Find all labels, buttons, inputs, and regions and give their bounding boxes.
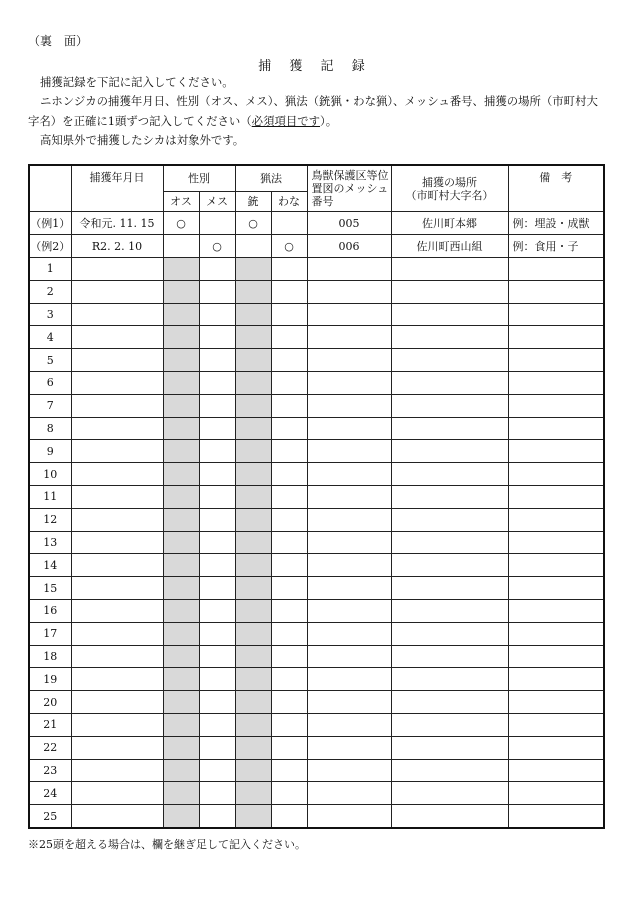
- example-trap: [271, 212, 307, 235]
- example-gun: ○: [235, 212, 271, 235]
- cell-place[interactable]: [391, 485, 508, 508]
- required-note: 必須項目です: [251, 113, 321, 128]
- cell-mesh[interactable]: [307, 440, 391, 463]
- cell-male[interactable]: [163, 349, 199, 372]
- cell-remarks[interactable]: [508, 713, 604, 736]
- cell-trap[interactable]: [271, 508, 307, 531]
- cell-mesh[interactable]: [307, 782, 391, 805]
- row-number: 24: [29, 782, 71, 805]
- cell-female[interactable]: [199, 303, 235, 326]
- cell-place[interactable]: [391, 394, 508, 417]
- cell-mesh[interactable]: [307, 485, 391, 508]
- cell-date[interactable]: [71, 371, 163, 394]
- cell-remarks[interactable]: [508, 303, 604, 326]
- instruction-line-1: 捕獲記録を下記に記入してください。: [40, 75, 234, 89]
- cell-remarks[interactable]: [508, 508, 604, 531]
- cell-remarks[interactable]: [508, 485, 604, 508]
- cell-trap[interactable]: [271, 805, 307, 828]
- cell-mesh[interactable]: [307, 463, 391, 486]
- header-sex: 性別: [163, 165, 235, 192]
- header-male: オス: [163, 192, 199, 212]
- cell-gun[interactable]: [235, 531, 271, 554]
- cell-place[interactable]: [391, 599, 508, 622]
- cell-mesh[interactable]: [307, 371, 391, 394]
- cell-female[interactable]: [199, 531, 235, 554]
- table-row: [29, 280, 604, 303]
- cell-female[interactable]: [199, 599, 235, 622]
- cell-trap[interactable]: [271, 417, 307, 440]
- example-male: ○: [163, 212, 199, 235]
- cell-remarks[interactable]: [508, 782, 604, 805]
- cell-female[interactable]: [199, 736, 235, 759]
- row-number: 9: [29, 440, 71, 463]
- cell-trap[interactable]: [271, 622, 307, 645]
- row-number: 3: [29, 303, 71, 326]
- cell-female[interactable]: [199, 554, 235, 577]
- cell-gun[interactable]: [235, 303, 271, 326]
- example-date: 令和元. 11. 15: [71, 212, 163, 235]
- row-number: 21: [29, 713, 71, 736]
- cell-gun[interactable]: [235, 349, 271, 372]
- cell-gun[interactable]: [235, 805, 271, 828]
- cell-female[interactable]: [199, 622, 235, 645]
- cell-mesh[interactable]: [307, 805, 391, 828]
- cell-mesh[interactable]: [307, 417, 391, 440]
- cell-male[interactable]: [163, 759, 199, 782]
- cell-trap[interactable]: [271, 736, 307, 759]
- cell-male[interactable]: [163, 577, 199, 600]
- cell-gun[interactable]: [235, 782, 271, 805]
- cell-date[interactable]: [71, 485, 163, 508]
- row-number: 5: [29, 349, 71, 372]
- cell-gun[interactable]: [235, 508, 271, 531]
- cell-remarks[interactable]: [508, 258, 604, 281]
- cell-gun[interactable]: [235, 645, 271, 668]
- table-row: [29, 508, 604, 531]
- cell-date[interactable]: [71, 736, 163, 759]
- cell-remarks[interactable]: [508, 577, 604, 600]
- cell-place[interactable]: [391, 371, 508, 394]
- cell-date[interactable]: [71, 280, 163, 303]
- cell-male[interactable]: [163, 326, 199, 349]
- table-row: [29, 805, 604, 828]
- cell-male[interactable]: [163, 554, 199, 577]
- cell-male[interactable]: [163, 303, 199, 326]
- instruction-line-2-b: ）。: [320, 113, 338, 128]
- cell-female[interactable]: [199, 440, 235, 463]
- cell-male[interactable]: [163, 280, 199, 303]
- cell-place[interactable]: [391, 805, 508, 828]
- example-male: [163, 235, 199, 258]
- example-mesh: 005: [307, 212, 391, 235]
- cell-gun[interactable]: [235, 258, 271, 281]
- cell-remarks[interactable]: [508, 280, 604, 303]
- table-row: [29, 394, 604, 417]
- cell-trap[interactable]: [271, 577, 307, 600]
- instruction-line-3: 高知県外で捕獲したシカは対象外です。: [40, 132, 245, 147]
- cell-trap[interactable]: [271, 280, 307, 303]
- cell-female[interactable]: [199, 713, 235, 736]
- cell-trap[interactable]: [271, 782, 307, 805]
- cell-gun[interactable]: [235, 463, 271, 486]
- table-row: [29, 736, 604, 759]
- header-date: 捕獲年月日: [71, 165, 163, 212]
- cell-place[interactable]: [391, 463, 508, 486]
- cell-mesh[interactable]: [307, 736, 391, 759]
- example-row-1: [29, 212, 604, 235]
- cell-gun[interactable]: [235, 417, 271, 440]
- cell-mesh[interactable]: [307, 599, 391, 622]
- example-female: ○: [199, 235, 235, 258]
- cell-place[interactable]: [391, 691, 508, 714]
- cell-female[interactable]: [199, 280, 235, 303]
- cell-gun[interactable]: [235, 371, 271, 394]
- table-row: [29, 691, 604, 714]
- header-mesh: 鳥獣保護区等位置図のメッシュ番号: [307, 165, 391, 212]
- cell-remarks[interactable]: [508, 668, 604, 691]
- cell-mesh[interactable]: [307, 645, 391, 668]
- table-row: [29, 463, 604, 486]
- cell-gun[interactable]: [235, 599, 271, 622]
- row-number: 7: [29, 394, 71, 417]
- example-gun: [235, 235, 271, 258]
- cell-place[interactable]: [391, 622, 508, 645]
- cell-place[interactable]: [391, 531, 508, 554]
- cell-date[interactable]: [71, 599, 163, 622]
- cell-gun[interactable]: [235, 554, 271, 577]
- cell-mesh[interactable]: [307, 577, 391, 600]
- table-row: [29, 599, 604, 622]
- cell-trap[interactable]: [271, 691, 307, 714]
- header-place-line1: 捕獲の場所: [422, 175, 477, 189]
- instruction-line-2-a: ニホンジカの捕獲年月日、性別（オス、メス）、猟法（銃猟・わな猟）、メッシュ番号、捕獲の場所（市町村大字名）を正確に1頭ずつ記入してください（: [28, 94, 598, 128]
- cell-date[interactable]: [71, 326, 163, 349]
- cell-female[interactable]: [199, 326, 235, 349]
- cell-place[interactable]: [391, 417, 508, 440]
- cell-remarks[interactable]: [508, 759, 604, 782]
- cell-male[interactable]: [163, 440, 199, 463]
- row-number: 17: [29, 622, 71, 645]
- cell-trap[interactable]: [271, 645, 307, 668]
- cell-female[interactable]: [199, 782, 235, 805]
- cell-male[interactable]: [163, 622, 199, 645]
- cell-trap[interactable]: [271, 531, 307, 554]
- example-female: [199, 212, 235, 235]
- cell-male[interactable]: [163, 713, 199, 736]
- table-row: [29, 258, 604, 281]
- cell-mesh[interactable]: [307, 326, 391, 349]
- cell-mesh[interactable]: [307, 303, 391, 326]
- cell-trap[interactable]: [271, 258, 307, 281]
- table-row: [29, 531, 604, 554]
- cell-trap[interactable]: [271, 349, 307, 372]
- cell-male[interactable]: [163, 394, 199, 417]
- cell-remarks[interactable]: [508, 554, 604, 577]
- cell-date[interactable]: [71, 440, 163, 463]
- cell-trap[interactable]: [271, 759, 307, 782]
- cell-gun[interactable]: [235, 691, 271, 714]
- cell-date[interactable]: [71, 508, 163, 531]
- cell-date[interactable]: [71, 258, 163, 281]
- cell-remarks[interactable]: [508, 622, 604, 645]
- cell-male[interactable]: [163, 736, 199, 759]
- cell-male[interactable]: [163, 485, 199, 508]
- table-row: [29, 303, 604, 326]
- cell-female[interactable]: [199, 805, 235, 828]
- cell-gun[interactable]: [235, 440, 271, 463]
- cell-trap[interactable]: [271, 463, 307, 486]
- cell-date[interactable]: [71, 577, 163, 600]
- cell-remarks[interactable]: [508, 326, 604, 349]
- cell-trap[interactable]: [271, 713, 307, 736]
- cell-female[interactable]: [199, 668, 235, 691]
- instructions: [28, 73, 606, 150]
- row-number: 8: [29, 417, 71, 440]
- table-row: [29, 668, 604, 691]
- cell-remarks[interactable]: [508, 349, 604, 372]
- cell-male[interactable]: [163, 258, 199, 281]
- capture-record-table: [28, 164, 605, 829]
- cell-place[interactable]: [391, 577, 508, 600]
- row-number: 18: [29, 645, 71, 668]
- row-number: 15: [29, 577, 71, 600]
- row-number: 14: [29, 554, 71, 577]
- cell-date[interactable]: [71, 759, 163, 782]
- example-place: 佐川町西山組: [391, 235, 508, 258]
- example-remarks: 例：食用・子: [508, 235, 604, 258]
- cell-date[interactable]: [71, 303, 163, 326]
- cell-place[interactable]: [391, 440, 508, 463]
- row-number: 19: [29, 668, 71, 691]
- cell-gun[interactable]: [235, 280, 271, 303]
- cell-place[interactable]: [391, 258, 508, 281]
- cell-mesh[interactable]: [307, 622, 391, 645]
- cell-mesh[interactable]: [307, 554, 391, 577]
- table-row: [29, 349, 604, 372]
- row-number: 12: [29, 508, 71, 531]
- row-number: 13: [29, 531, 71, 554]
- cell-place[interactable]: [391, 326, 508, 349]
- cell-female[interactable]: [199, 417, 235, 440]
- row-number: 1: [29, 258, 71, 281]
- header-gun: 銃: [235, 192, 271, 212]
- table-row: [29, 326, 604, 349]
- cell-date[interactable]: [71, 349, 163, 372]
- cell-female[interactable]: [199, 508, 235, 531]
- cell-mesh[interactable]: [307, 349, 391, 372]
- cell-remarks[interactable]: [508, 691, 604, 714]
- cell-male[interactable]: [163, 645, 199, 668]
- example-trap: ○: [271, 235, 307, 258]
- footnote: ※25頭を超える場合は、欄を継ぎ足して記入ください。: [28, 838, 306, 851]
- cell-female[interactable]: [199, 759, 235, 782]
- page-title: 捕 獲 記 録: [258, 59, 372, 74]
- cell-gun[interactable]: [235, 668, 271, 691]
- cell-mesh[interactable]: [307, 258, 391, 281]
- example-remarks: 例：埋設・成獣: [508, 212, 604, 235]
- cell-date[interactable]: [71, 691, 163, 714]
- row-number: 23: [29, 759, 71, 782]
- cell-male[interactable]: [163, 508, 199, 531]
- table-row: [29, 440, 604, 463]
- cell-gun[interactable]: [235, 485, 271, 508]
- row-number: 16: [29, 599, 71, 622]
- header-female: メス: [199, 192, 235, 212]
- cell-female[interactable]: [199, 258, 235, 281]
- example-label: （例1）: [29, 212, 71, 235]
- cell-gun[interactable]: [235, 759, 271, 782]
- cell-female[interactable]: [199, 645, 235, 668]
- row-number: 2: [29, 280, 71, 303]
- cell-mesh[interactable]: [307, 713, 391, 736]
- cell-date[interactable]: [71, 417, 163, 440]
- cell-place[interactable]: [391, 508, 508, 531]
- cell-female[interactable]: [199, 485, 235, 508]
- cell-gun[interactable]: [235, 394, 271, 417]
- cell-trap[interactable]: [271, 599, 307, 622]
- cell-gun[interactable]: [235, 622, 271, 645]
- cell-mesh[interactable]: [307, 280, 391, 303]
- cell-remarks[interactable]: [508, 440, 604, 463]
- cell-remarks[interactable]: [508, 463, 604, 486]
- cell-gun[interactable]: [235, 736, 271, 759]
- row-number: 10: [29, 463, 71, 486]
- header-place-line2: （市町村大字名）: [405, 188, 494, 202]
- example-mesh: 006: [307, 235, 391, 258]
- table-row: [29, 713, 604, 736]
- side-label: （裏 面）: [28, 34, 89, 48]
- cell-gun[interactable]: [235, 713, 271, 736]
- cell-female[interactable]: [199, 577, 235, 600]
- header-trap: わな: [271, 192, 307, 212]
- cell-remarks[interactable]: [508, 645, 604, 668]
- cell-female[interactable]: [199, 394, 235, 417]
- cell-place[interactable]: [391, 759, 508, 782]
- table-row: [29, 782, 604, 805]
- cell-mesh[interactable]: [307, 508, 391, 531]
- header-corner: [29, 165, 71, 212]
- cell-female[interactable]: [199, 349, 235, 372]
- cell-remarks[interactable]: [508, 394, 604, 417]
- cell-place[interactable]: [391, 645, 508, 668]
- cell-mesh[interactable]: [307, 531, 391, 554]
- header-remarks: 備 考: [508, 165, 604, 212]
- cell-trap[interactable]: [271, 554, 307, 577]
- cell-date[interactable]: [71, 463, 163, 486]
- cell-female[interactable]: [199, 463, 235, 486]
- table-row: [29, 554, 604, 577]
- cell-remarks[interactable]: [508, 371, 604, 394]
- instruction-line-2: [28, 92, 606, 131]
- cell-date[interactable]: [71, 394, 163, 417]
- cell-date[interactable]: [71, 554, 163, 577]
- cell-place[interactable]: [391, 349, 508, 372]
- cell-date[interactable]: [71, 782, 163, 805]
- cell-gun[interactable]: [235, 577, 271, 600]
- cell-date[interactable]: [71, 645, 163, 668]
- table-row: [29, 371, 604, 394]
- table-row: [29, 577, 604, 600]
- example-date: R2. 2. 10: [71, 235, 163, 258]
- cell-trap[interactable]: [271, 326, 307, 349]
- example-label: （例2）: [29, 235, 71, 258]
- cell-remarks[interactable]: [508, 531, 604, 554]
- row-number: 4: [29, 326, 71, 349]
- cell-date[interactable]: [71, 668, 163, 691]
- cell-male[interactable]: [163, 691, 199, 714]
- row-number: 25: [29, 805, 71, 828]
- cell-remarks[interactable]: [508, 599, 604, 622]
- cell-male[interactable]: [163, 463, 199, 486]
- example-place: 佐川町本郷: [391, 212, 508, 235]
- example-row-2: [29, 235, 604, 258]
- cell-place[interactable]: [391, 782, 508, 805]
- cell-male[interactable]: [163, 371, 199, 394]
- row-number: 6: [29, 371, 71, 394]
- cell-place[interactable]: [391, 736, 508, 759]
- table-row: [29, 622, 604, 645]
- cell-female[interactable]: [199, 691, 235, 714]
- cell-gun[interactable]: [235, 326, 271, 349]
- cell-date[interactable]: [71, 805, 163, 828]
- row-number: 11: [29, 485, 71, 508]
- cell-male[interactable]: [163, 782, 199, 805]
- table-row: [29, 485, 604, 508]
- cell-mesh[interactable]: [307, 691, 391, 714]
- cell-female[interactable]: [199, 371, 235, 394]
- row-number: 20: [29, 691, 71, 714]
- row-number: 22: [29, 736, 71, 759]
- header-place: [391, 165, 508, 212]
- cell-trap[interactable]: [271, 303, 307, 326]
- cell-place[interactable]: [391, 554, 508, 577]
- cell-male[interactable]: [163, 531, 199, 554]
- cell-trap[interactable]: [271, 371, 307, 394]
- table-row: [29, 759, 604, 782]
- cell-date[interactable]: [71, 622, 163, 645]
- cell-place[interactable]: [391, 713, 508, 736]
- table-row: [29, 417, 604, 440]
- cell-male[interactable]: [163, 805, 199, 828]
- cell-trap[interactable]: [271, 440, 307, 463]
- header-method: 猟法: [235, 165, 307, 192]
- cell-mesh[interactable]: [307, 759, 391, 782]
- cell-place[interactable]: [391, 303, 508, 326]
- cell-remarks[interactable]: [508, 805, 604, 828]
- cell-trap[interactable]: [271, 485, 307, 508]
- cell-trap[interactable]: [271, 394, 307, 417]
- cell-place[interactable]: [391, 280, 508, 303]
- cell-mesh[interactable]: [307, 668, 391, 691]
- cell-male[interactable]: [163, 417, 199, 440]
- cell-trap[interactable]: [271, 668, 307, 691]
- cell-mesh[interactable]: [307, 394, 391, 417]
- cell-date[interactable]: [71, 531, 163, 554]
- cell-male[interactable]: [163, 668, 199, 691]
- cell-male[interactable]: [163, 599, 199, 622]
- cell-remarks[interactable]: [508, 417, 604, 440]
- table-row: [29, 645, 604, 668]
- cell-date[interactable]: [71, 713, 163, 736]
- cell-place[interactable]: [391, 668, 508, 691]
- cell-remarks[interactable]: [508, 736, 604, 759]
